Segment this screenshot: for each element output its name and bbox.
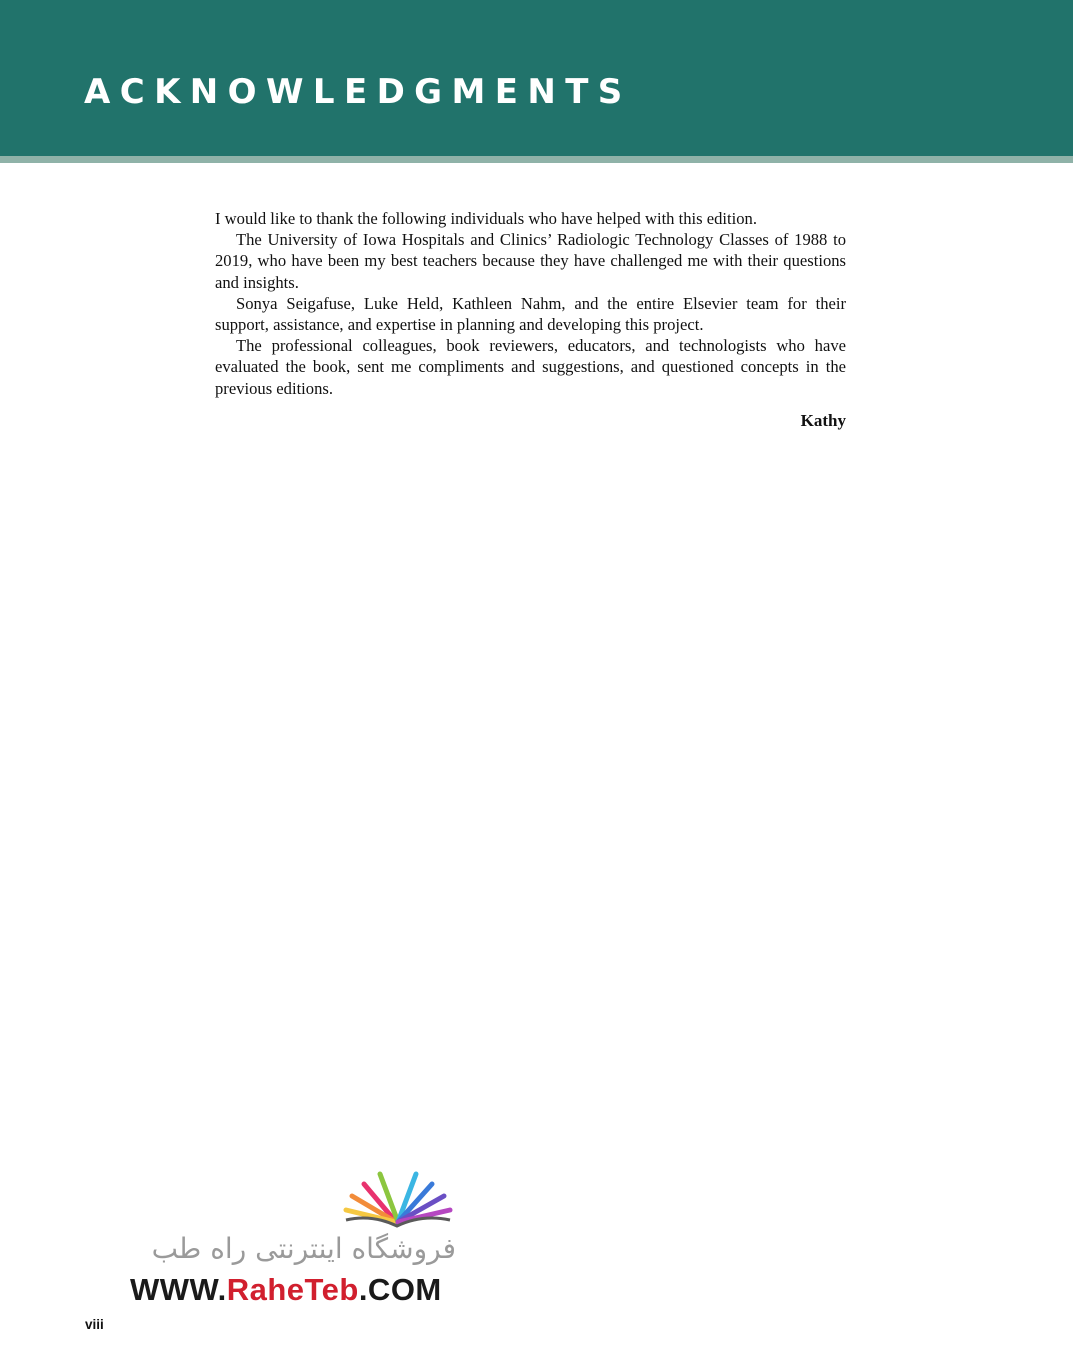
page-number: viii (85, 1317, 104, 1332)
acknowledgments-body (215, 208, 846, 399)
header-rule (0, 156, 1073, 163)
watermark (120, 1168, 465, 1308)
paragraph-colleagues: The professional colleagues, book reviewers, educators, and technologists who have evaluated the book, sent me compliments and suggestions, and questioned concepts in the previous editions. (215, 336, 846, 398)
paragraph-intro: I would like to thank the following individuals who have helped with this edition. (215, 209, 757, 228)
signature: Kathy (800, 411, 846, 430)
watermark-persian-text: فروشگاه اینترنتی راه طب (151, 1232, 456, 1265)
page-title: ACKNOWLEDGMENTS (84, 72, 632, 112)
watermark-url-prefix: WWW. (130, 1272, 227, 1307)
watermark-url-brand: RaheTeb (226, 1272, 359, 1307)
open-book-logo-icon (340, 1168, 455, 1232)
paragraph-students: The University of Iowa Hospitals and Clinics’ Radiologic Technology Classes of 1988 to 2019, who have been my best teachers because they have challenged me with their questions and insights. (215, 230, 846, 292)
watermark-url-suffix: .COM (358, 1272, 442, 1307)
paragraph-publisher: Sonya Seigafuse, Luke Held, Kathleen Nahm, and the entire Elsevier team for their support, assistance, and expertise in planning and developing this project. (215, 293, 846, 335)
watermark-url (130, 1272, 442, 1308)
